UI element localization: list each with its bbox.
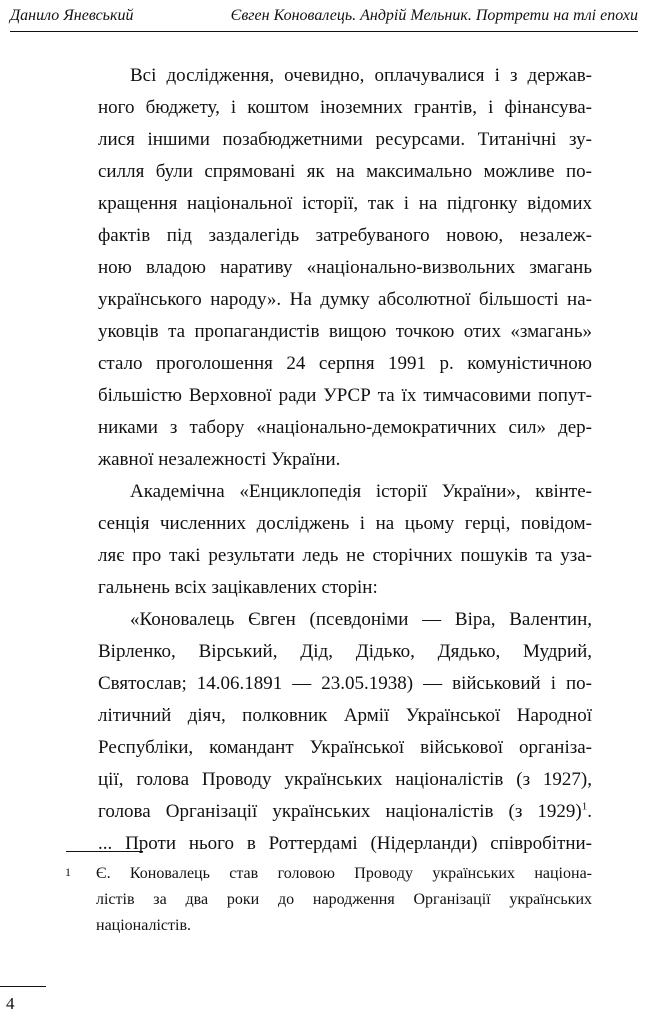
text-line: «Коновалець Євген (псевдоніми — Віра, Валентин, [130, 609, 592, 630]
text-line-with-footnote: голова Організації українських націоналістів (з 1929)$^1$. [98, 800, 592, 822]
header-divider [10, 31, 638, 32]
main-text [66, 60, 592, 860]
text-line: ... Проти нього в Роттердамі (Нідерланди) співробітни- [98, 833, 592, 854]
text-line: Академічна «Енциклопедія історії України», квінте- [130, 481, 592, 502]
footnote-line: Є. Коновалець став головою Проводу українських націона- [96, 865, 592, 882]
text-line: більшістю Верховної ради УРСР та їх тимчасовими попут- [98, 385, 592, 406]
text-line: українського народу». На думку абсолютної більшості на- [98, 289, 592, 310]
text-line: никами з табору «національно-демократичних сил» дер- [98, 417, 592, 438]
paragraph-1 [66, 60, 592, 476]
text-line: ції, голова Проводу українських націоналістів (з 1927), [98, 769, 592, 790]
text-line: Святослав; 14.06.1891 — 23.05.1938) — військовий і по- [98, 673, 592, 694]
text-line: жавної незалежності України. [98, 449, 341, 470]
text-line: ною владою наративу «національно-визвольних змагань [98, 257, 592, 278]
text-line: Вірленко, Вірський, Дід, Дідько, Дядько, Мудрий, [98, 641, 592, 662]
paragraph-2 [66, 476, 592, 604]
paragraph-3-quote [66, 604, 592, 860]
header-author: Данило Яневський [10, 7, 134, 24]
running-header [10, 5, 638, 29]
header-book-title: Євген Коновалець. Андрій Мельник. Портрети на тлі епохи [230, 7, 638, 24]
text-line: ного бюджету, і коштом іноземних грантів, і фінансува- [98, 97, 592, 118]
footnote-marker: 1 [65, 865, 71, 879]
text-line: Всі дослідження, очевидно, оплачувалися і з держав- [130, 65, 592, 86]
footnote-line: націоналістів. [96, 917, 191, 934]
text-line: стало проголошення 24 серпня 1991 р. комуністичною [98, 353, 592, 374]
text-line-content: голова Організації українських націоналістів (з 1929) [98, 801, 582, 822]
page-number-rule [0, 986, 46, 987]
footnote-divider [66, 851, 143, 852]
text-line: силля були спрямовані як на максимально можливе по- [98, 161, 592, 182]
text-line: сенція численних досліджень і на цьому герці, повідом- [98, 513, 592, 534]
text-line: уковців та пропагандистів вищою точкою отих «змагань» [98, 321, 592, 342]
footnote-line: лістів за два роки до народження Організації українських [96, 891, 592, 908]
text-line: лися іншими позабюджетними ресурсами. Титанічні зу- [98, 129, 592, 150]
footnote [65, 861, 592, 939]
text-line: гальнень всіх зацікавлених сторін: [98, 577, 378, 598]
text-line: фактів під заздалегідь затребуваного новою, незалеж- [98, 225, 592, 246]
text-line: Республіки, командант Української військової організа- [98, 737, 592, 758]
text-line: літичний діяч, полковник Армії Української Народної [98, 705, 592, 726]
text-line: кращення національної історії, так і на підгонку відомих [98, 193, 592, 214]
text-line: ляє про такі результати ледь не сторічних пошуків та уза- [98, 545, 592, 566]
page-number: 4 [6, 994, 15, 1013]
footnote-reference[interactable]: 1 [581, 800, 588, 813]
